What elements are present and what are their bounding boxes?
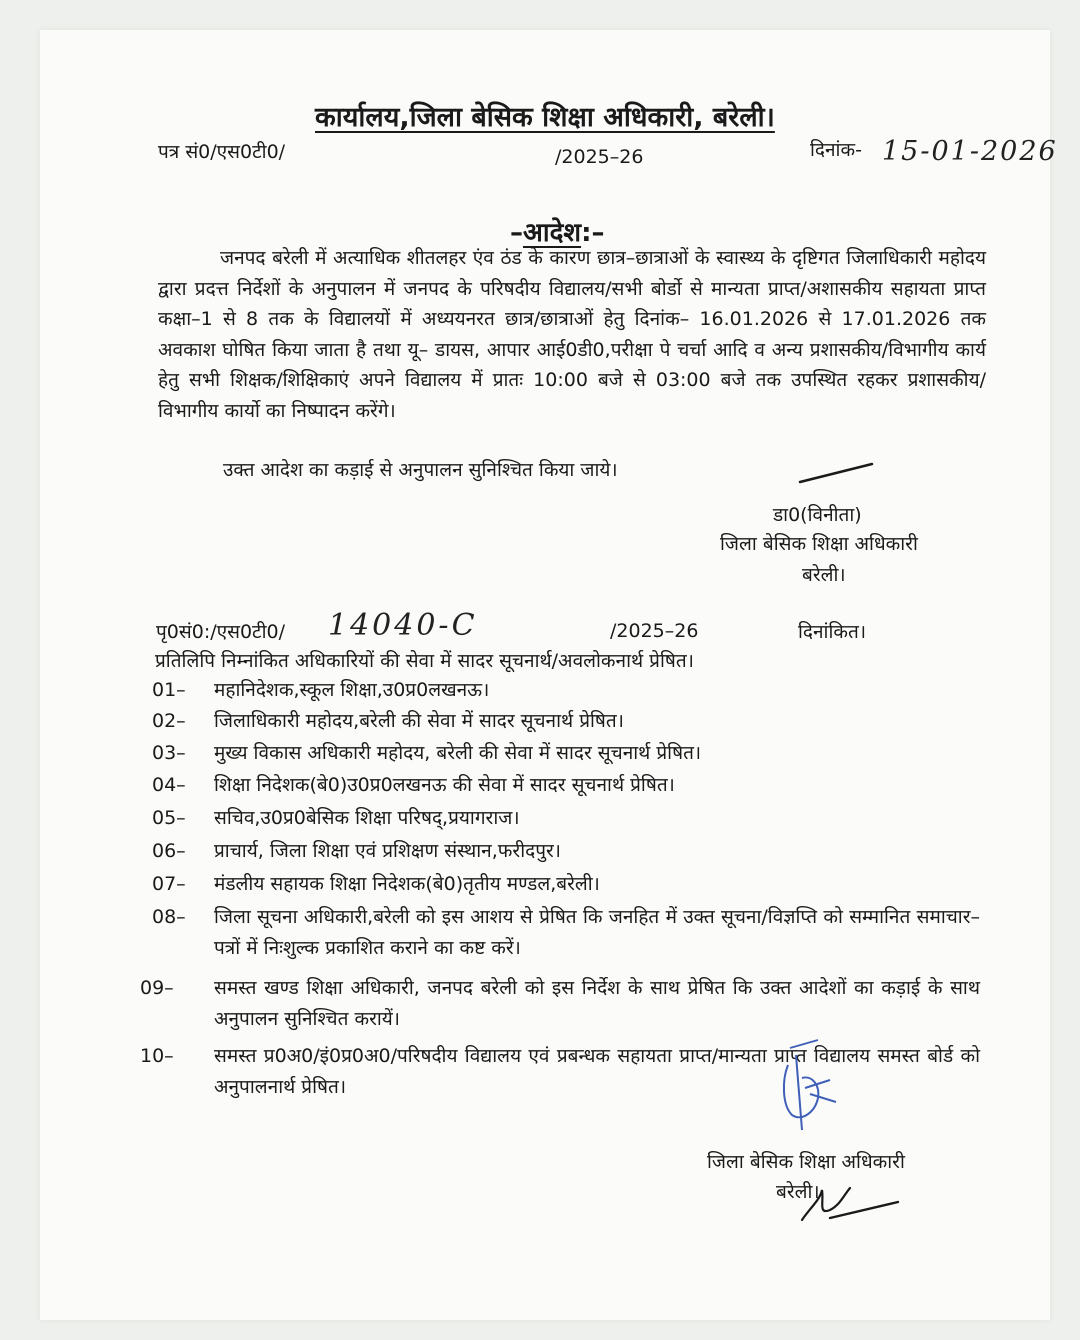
footer-place: बरेली। — [776, 1181, 820, 1203]
date-label: दिनांक- — [810, 139, 862, 161]
handwritten-date: 15-01-2026 — [882, 136, 1058, 167]
blue-initials-mark — [784, 1040, 836, 1130]
signatory-name: डा0(विनीता) — [773, 504, 862, 526]
document-page: कार्यालय,जिला बेसिक शिक्षा अधिकारी, बरेली। पत्र सं0/एस0टी0/ /2025–26 दिनांक- 15-01-2026 –आदेश:– जनपद बरेली में अत्याधिक शीतलहर एंव ठंड के कारण छात्र–छात्राओं के स्वास्थ्य के दृष्टिगत जिलाधिकारी महोदय द्वारा प्रदत्त निर्देशों के अनुपालन में जनपद के परिषदीय विद्यालय/सभी बोर्डो से मान्यता प्राप्त/अशासकीय सहायता प्राप्त कक्षा–1 से 8 तक के विद्यालयों में अध्ययनरत छात्र/छात्राओं हेतु दिनांक– 16.01.2026 से 17.01.2026 तक अवकाश घोषित किया जाता है तथा यू– डायस, आपार आई0डी0,परीक्षा पे चर्चा आदि व अन्य प्रशासकीय/विभागीय कार्य हेतु सभी शिक्षक/शिक्षिकाएं अपने विद्यालय में प्रातः 10:00 बजे से 03:00 बजे तक उपस्थित रहकर प्रशासकीय/विभागीय कार्यो का निष्पादन करेंगे। उक्त आदेश का कड़ाई से अनुपालन सुनिश्चित किया जाये। डा0(विनीता) जिला बेसिक शिक्षा अधिकारी बरेली। पृ0सं0:/एस0टी0/ 14040-C /2025–26 दिनांकित। प्रतिलिपि निम्नांकित अधिकारियों की सेवा में सादर सूचनार्थ/अवलोकनार्थ प्रेषित। 01– महानिदेशक,स्कूल शिक्षा,उ0प्र0लखनऊ। 02– जिलाधिकारी महोदय,बरेली की सेवा में सादर सूचनार्थ प्रेषित। 03– मुख्य विकास अधिकारी महोदय, बरेली की सेवा में सादर सूचनार्थ प्रेषित। 04– शिक्षा निदेशक(बे0)उ0प्र0लखनऊ की सेवा में सादर सूचनार्थ प्रेषित। 05– सचिव,उ0प्र0बेसिक शिक्षा परिषद्,प्रयागराज। 06– प्राचार्य, जिला शिक्षा एवं प्रशिक्षण संस्थान,फरीदपुर। 07– मंडलीय सहायक शिक्षा निदेशक(बे0)तृतीय मण्डल,बरेली। 08– जिला सूचना अधिकारी,बरेली को इस आशय से प्रेषित कि जनहित में उक्त सूचना/विज्ञप्ति को सम्मानित समाचार–पत्रों में निःशुल्क प्रकाशित कराने का कष्ट करें। 09– समस्त खण्ड शिक्षा अधिकारी, जनपद बरेली को इस निर्देश के साथ प्रेषित कि उक्त आदेशों का कड़ाई के साथ अनुपालन सुनिश्चित करायें। 10– समस्त प्र0अ0/इं0प्र0अ0/परिषदीय विद्यालय एवं प्रबन्धक सहायता प्राप्त/मान्यता प्राप्त विद्यालय समस्त बोर्ड को अनुपालनार्थ प्रेषित। जिला बेसिक शिक्षा अधिकारी बरेली। — [40, 30, 1050, 1320]
office-title: कार्यालय,जिला बेसिक शिक्षा अधिकारी, बरेली। — [315, 102, 775, 133]
handwritten-ref-number: 14040-C — [328, 608, 478, 643]
signature-stroke-1 — [800, 464, 872, 482]
signatory-designation: जिला बेसिक शिक्षा अधिकारी — [720, 533, 918, 555]
endorsement-year: /2025–26 — [610, 620, 699, 642]
footer-designation: जिला बेसिक शिक्षा अधिकारी — [707, 1151, 905, 1173]
copy-intro: प्रतिलिपि निम्नांकित अधिकारियों की सेवा में सादर सूचनार्थ/अवलोकनार्थ प्रेषित। — [155, 650, 694, 672]
order-heading: –आदेश:– — [510, 218, 605, 248]
pen-marks — [40, 30, 1050, 1320]
endorsement-date: दिनांकित। — [798, 621, 867, 643]
order-body: जनपद बरेली में अत्याधिक शीतलहर एंव ठंड के कारण छात्र–छात्राओं के स्वास्थ्य के दृष्टिगत जिलाधिकारी महोदय द्वारा प्रदत्त निर्देशों के अनुपालन में जनपद के परिषदीय विद्यालय/सभी बोर्डो से मान्यता प्राप्त/अशासकीय सहायता प्राप्त कक्षा–1 से 8 तक के विद्यालयों में अध्ययनरत छात्र/छात्राओं हेतु दिनांक– 16.01.2026 से 17.01.2026 तक अवकाश घोषित किया जाता है तथा यू– डायस, आपार आई0डी0,परीक्षा पे चर्चा आदि व अन्य प्रशासकीय/विभागीय कार्य हेतु सभी शिक्षक/शिक्षिकाएं अपने विद्यालय में प्रातः 10:00 बजे से 03:00 बजे तक उपस्थित रहकर प्रशासकीय/विभागीय कार्यो का निष्पादन करेंगे। — [158, 247, 986, 422]
letter-year: /2025–26 — [555, 146, 644, 168]
endorsement-ref: पृ0सं0:/एस0टी0/ — [156, 621, 286, 643]
footer-signature — [802, 1188, 898, 1220]
compliance-line: उक्त आदेश का कड़ाई से अनुपालन सुनिश्चित किया जाये। — [223, 459, 618, 481]
letter-number: पत्र सं0/एस0टी0/ — [158, 141, 286, 163]
signatory-place: बरेली। — [802, 564, 846, 586]
